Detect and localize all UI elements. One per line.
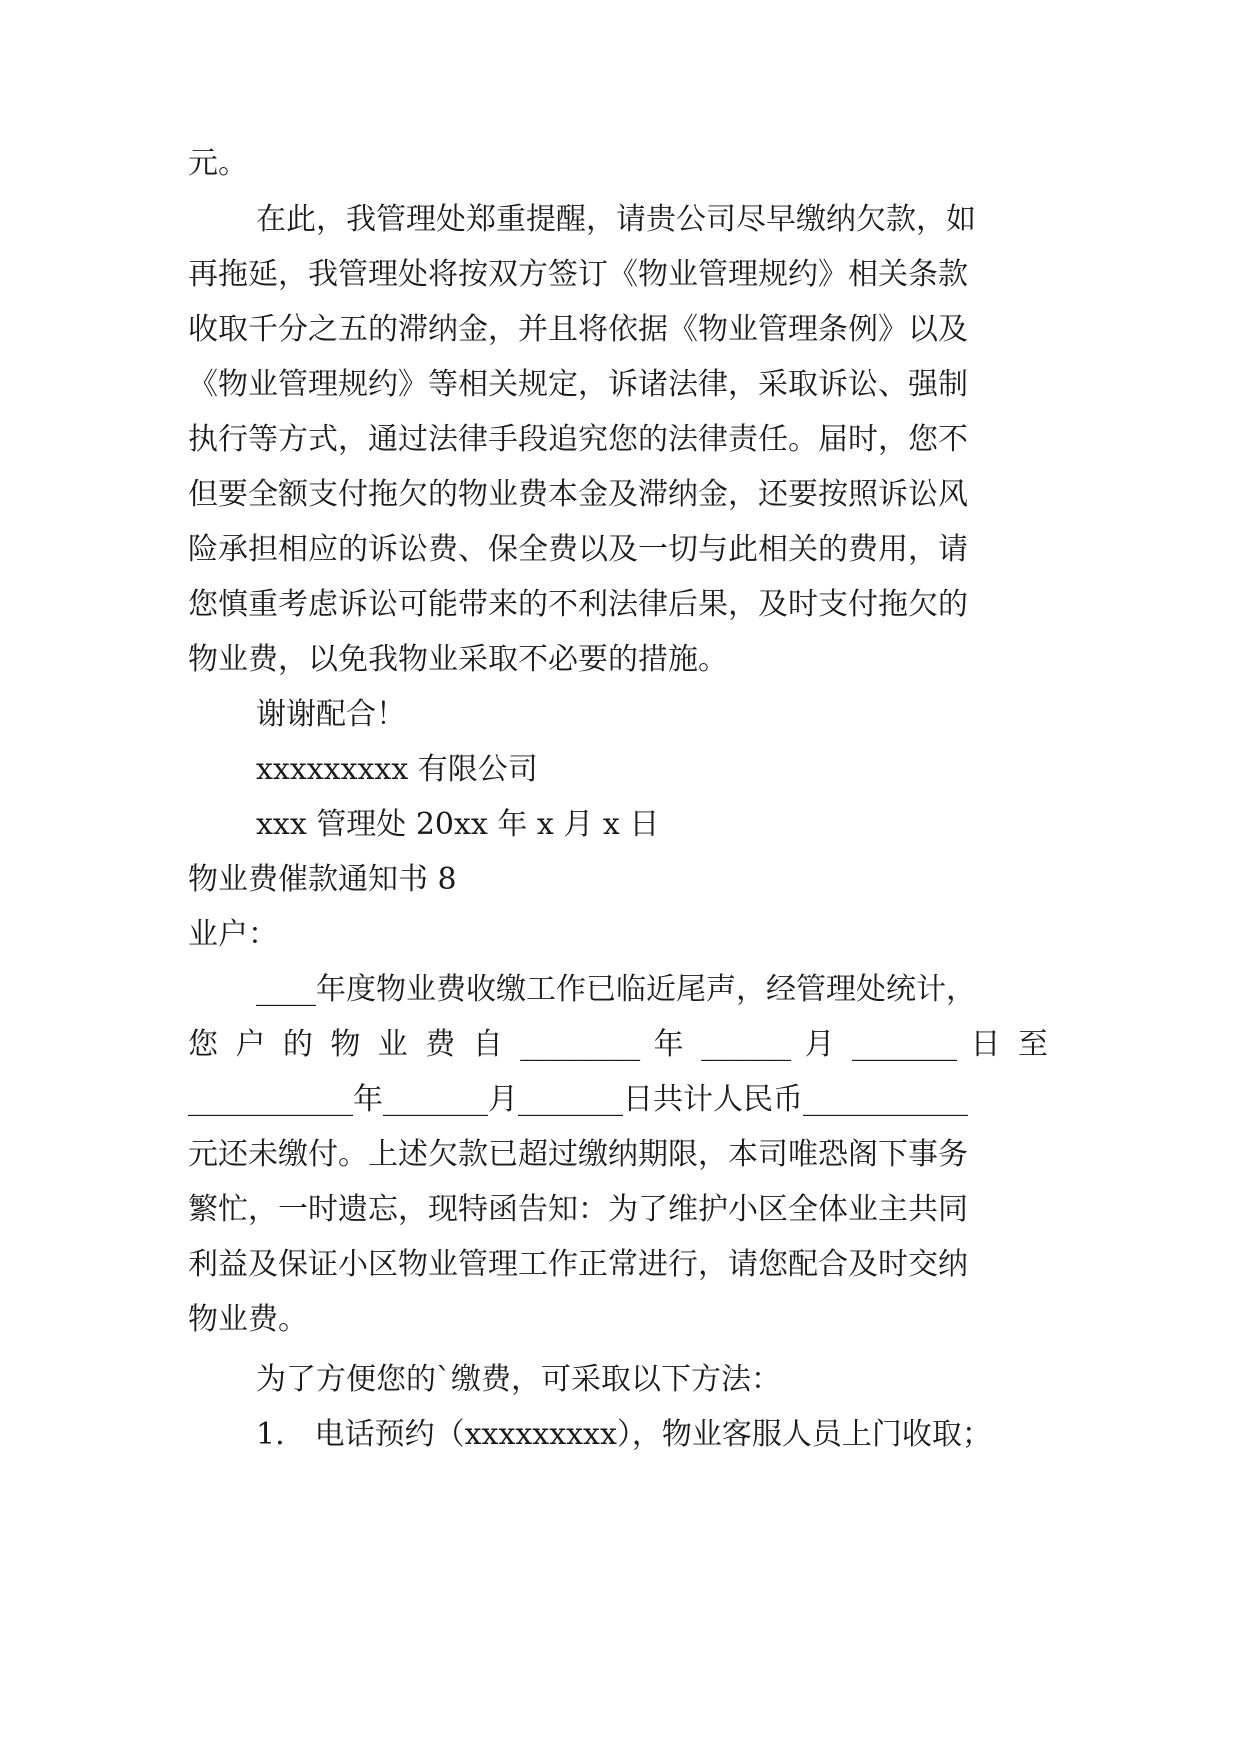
paragraph-line: 在此，我管理处郑重提醒，请贵公司尽早缴纳欠款，如 [256, 202, 976, 237]
paragraph-line: ___________年_______月_______日共计人民币___________ [188, 1082, 968, 1117]
company-name: xxxxxxxxx 有限公司 [256, 752, 538, 787]
section-title: 物业费催款通知书 8 [188, 862, 457, 897]
paragraph-line: 再拖延，我管理处将按双方签订《物业管理规约》相关条款 [188, 257, 968, 292]
paragraph-line: 执行等方式，通过法律手段追究您的法律责任。届时，您不 [188, 422, 968, 457]
salutation: 业户： [188, 917, 278, 952]
paragraph-line: 物业费，以免我物业采取不必要的措施。 [188, 642, 728, 677]
thanks-line: 谢谢配合！ [256, 697, 406, 732]
paragraph-line: 险承担相应的诉讼费、保全费以及一切与此相关的费用，请 [188, 532, 968, 567]
paragraph-line: 您 户 的 物 业 费 自 ________ 年 ______ 月 _______ 日 至 [188, 1027, 1048, 1062]
paragraph-line: 繁忙，一时遗忘，现特函告知：为了维护小区全体业主共同 [188, 1192, 968, 1227]
paragraph-line: 物业费。 [188, 1302, 308, 1337]
paragraph-line: 但要全额支付拖欠的物业费本金及滞纳金，还要按照诉讼风 [188, 477, 968, 512]
paragraph-line: 利益及保证小区物业管理工作正常进行，请您配合及时交纳 [188, 1247, 968, 1282]
paragraph-line: ____年度物业费收缴工作已临近尾声，经管理处统计， [256, 972, 976, 1007]
office-date: xxx 管理处 20xx 年 x 月 x 日 [256, 807, 660, 842]
paragraph-line: 《物业管理规约》等相关规定，诉诸法律，采取诉讼、强制 [188, 367, 968, 402]
paragraph-line: 元。 [188, 146, 248, 181]
paragraph-line: 元还未缴付。上述欠款已超过缴纳期限，本司唯恐阁下事务 [188, 1137, 968, 1172]
paragraph-line: 收取千分之五的滞纳金，并且将依据《物业管理条例》以及 [188, 312, 968, 347]
methods-intro: 为了方便您的`缴费，可采取以下方法： [256, 1362, 781, 1397]
paragraph-line: 您慎重考虑诉讼可能带来的不利法律后果，及时支付拖欠的 [188, 587, 968, 622]
method-item-1: 1. 电话预约（xxxxxxxxx），物业客服人员上门收取； [256, 1417, 992, 1452]
